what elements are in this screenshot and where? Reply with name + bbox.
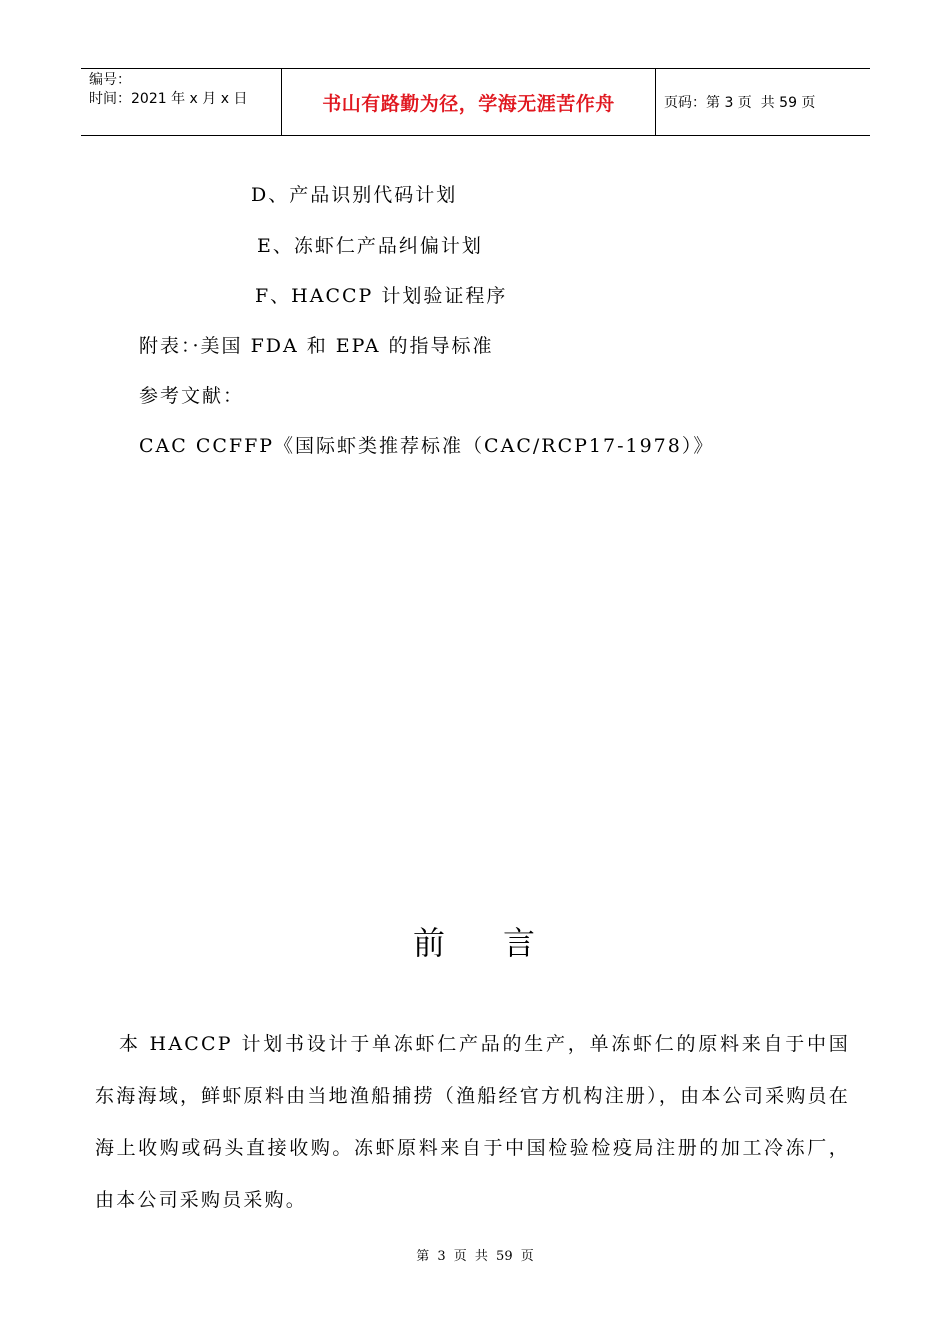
page-footer: 第 3 页 共 59 页	[416, 1249, 534, 1264]
motto: 书山有路勤为径，学海无涯苦作舟	[322, 92, 615, 115]
references-label: 参考文献：	[139, 385, 245, 407]
header-page-info: 页码：第 3 页 共 59 页	[664, 95, 816, 111]
appendix-line: 附表：·美国 FDA 和 EPA 的指导标准	[139, 335, 494, 357]
preface-title-char-2: 言	[503, 924, 538, 962]
time-label: 时间：2021 年 x 月 x 日	[89, 91, 248, 107]
preface-title-char-1: 前	[412, 924, 447, 962]
page-header	[81, 68, 870, 136]
preface-title	[0, 918, 950, 964]
reference-item: CAC CCFFP《国际虾类推荐标准（CAC/RCP17-1978）》	[139, 435, 715, 457]
toc-item-f: F、HACCP 计划验证程序	[255, 285, 508, 307]
preface-paragraph: 本 HACCP 计划书设计于单冻虾仁产品的生产，单冻虾仁的原料来自于中国东海海域，鲜虾原料由当地渔船捕捞（渔船经官方机构注册），由本公司采购员在海上收购或码头直接收购。冻虾原料来自于中国检验检疫局注册的加工冷冻厂，由本公司采购员采购。	[95, 1033, 850, 1211]
toc-item-d: D、产品识别代码计划	[251, 184, 458, 206]
toc-item-e: E、冻虾仁产品纠偏计划	[257, 235, 483, 257]
header-meta	[81, 69, 282, 135]
number-label: 编号：	[89, 72, 131, 88]
header-motto-cell	[282, 69, 656, 135]
